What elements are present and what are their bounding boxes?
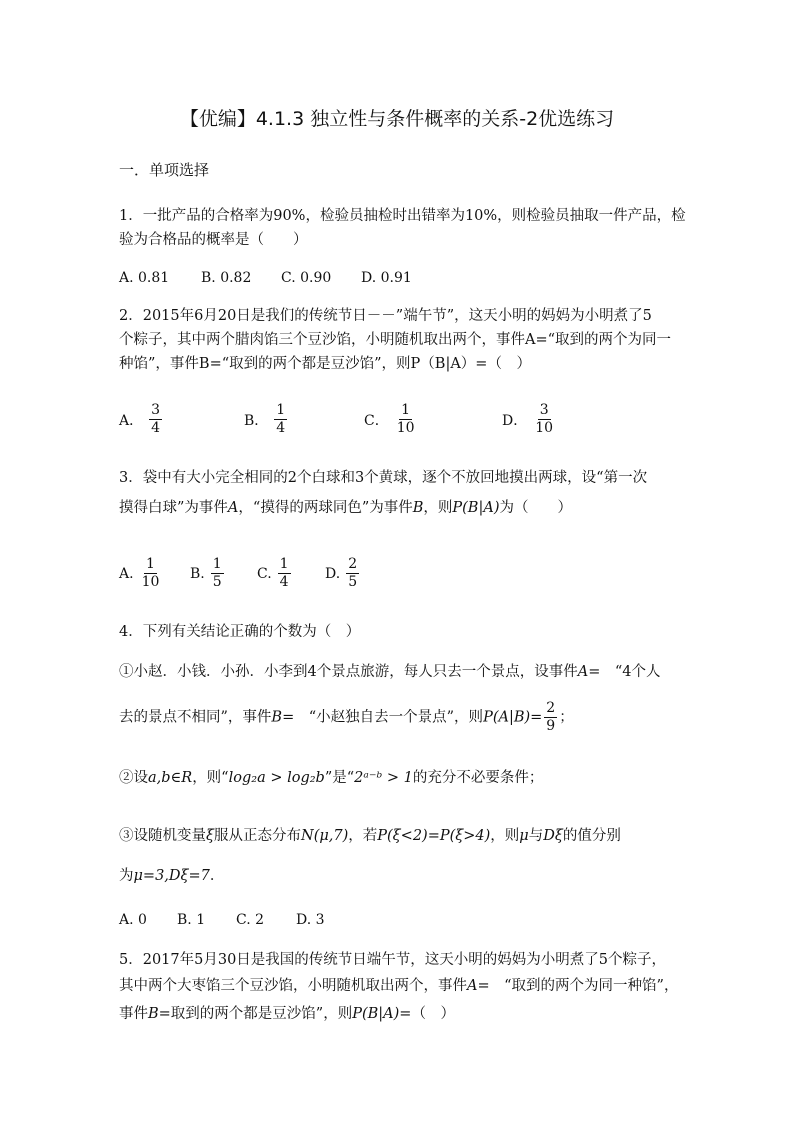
q4-statement3-line1	[119, 826, 699, 846]
q5-line2	[119, 976, 699, 996]
q4-s3-mu: μ	[519, 828, 529, 844]
q5-line2-text-b: = “取到的两个为同一种馅”，	[477, 978, 679, 994]
q4-s2-text-a: ②设	[119, 770, 148, 786]
q5-event-a: A	[467, 978, 478, 994]
q3-line2-text-c: ，则	[423, 500, 453, 516]
q2-option-a-numerator: 3	[151, 402, 161, 418]
q2-option-b-label: B．	[244, 412, 269, 429]
q5-line3	[119, 1004, 699, 1024]
q5-line3-text-c: （ ）	[411, 1006, 455, 1022]
q4-statement2	[119, 768, 699, 788]
q5-conditional-expr: P(B|A)=	[352, 1006, 412, 1022]
q4-option-a: A. 0	[119, 912, 147, 928]
q4-s1-event-a: A	[577, 664, 589, 680]
q4-s1-text-d: = “小赵独自去一个景点”，则	[282, 709, 484, 726]
q4-s1-fraction	[544, 700, 557, 735]
q4-s3-text-b: 服从正态分布	[214, 828, 301, 844]
q4-line1: 4．下列有关结论正确的个数为（ ）	[119, 624, 361, 640]
q3-option-b-fraction	[211, 556, 224, 591]
q3-option-b-denominator: 5	[212, 574, 222, 590]
q2-option-d	[502, 402, 555, 437]
q4-option-b: B. 1	[177, 912, 206, 928]
q1-option-a: A. 0.81	[119, 270, 170, 286]
q1-line1: 1．一批产品的合格率为90%，检验员抽检时出错率为10%，则检验员抽取一件产品，检	[119, 208, 686, 224]
q3-conditional-expr: P(B|A)	[452, 500, 500, 516]
q2-option-c-denominator: 10	[396, 420, 415, 436]
q2-option-a-fraction	[149, 402, 162, 437]
q4-s3-text-g: 为	[119, 868, 134, 884]
document-title: 【优编】4.1.3 独立性与条件概率的关系-2优选练习	[179, 108, 615, 130]
q2-line1: 2．2015年6月20日是我们的传统节日－－”端午节”，这天小明的妈妈为小明煮了5	[119, 308, 652, 324]
q2-option-c	[364, 402, 417, 437]
q4-option-d: D. 3	[296, 912, 325, 928]
q4-option-c: C. 2	[236, 912, 265, 928]
q4-statement1-line2	[119, 700, 699, 740]
q3-option-b-label: B.	[190, 565, 205, 582]
q3-event-a: A	[227, 500, 239, 516]
q2-line2: 个粽子，其中两个腊肉馅三个豆沙馅，小明随机取出两个，事件A=“取到的两个为同一	[119, 332, 672, 348]
q5-event-b: B	[148, 1006, 159, 1022]
q4-statement3-line2	[119, 866, 699, 886]
q1-line2: 验为合格品的概率是（ ）	[119, 232, 308, 248]
q4-s1-text-a: ①小赵．小钱．小孙．小李到4个景点旅游，每人只去一个景点，设事件	[119, 664, 578, 680]
q2-option-c-fraction	[395, 402, 417, 437]
q2-option-d-denominator: 10	[535, 420, 554, 436]
q3-option-b-numerator: 1	[212, 556, 222, 572]
q4-s3-text-c: ，若	[348, 828, 378, 844]
q2-option-a	[119, 402, 162, 437]
q4-s3-text-f: 的值分别	[562, 828, 621, 844]
q2-option-c-numerator: 1	[401, 402, 411, 418]
q2-option-b	[244, 402, 287, 437]
q3-line1: 3．袋中有大小完全相同的2个白球和3个黄球，逐个不放回地摸出两球，设“第一次	[119, 470, 648, 486]
q3-option-d	[325, 556, 359, 591]
q3-option-c-numerator: 1	[279, 556, 289, 572]
q4-s2-exp-expr: 2ᵃ⁻ᵇ > 1	[354, 770, 413, 786]
q4-s3-text-e: 与	[528, 828, 544, 844]
q3-option-a	[119, 556, 161, 591]
q4-statement1-line1	[119, 662, 699, 682]
q4-s1-fraction-numerator: 2	[546, 700, 556, 716]
q2-option-b-fraction	[274, 402, 287, 437]
q4-s2-log-expr: log₂a > log₂b	[228, 770, 325, 786]
q1-option-b: B. 0.82	[201, 270, 252, 286]
q2-option-b-numerator: 1	[276, 402, 286, 418]
q2-option-b-denominator: 4	[276, 420, 286, 436]
q4-s1-text-c: 去的景点不相同”，事件	[119, 709, 272, 726]
q4-s1-text-b: = “4个人	[588, 664, 661, 680]
q3-event-b: B	[412, 500, 424, 516]
q4-s3-answer-expr: μ=3,Dξ=7	[133, 868, 210, 884]
q3-option-d-numerator: 2	[348, 556, 358, 572]
q3-option-c-fraction	[278, 556, 291, 591]
q4-s3-distribution: N(μ,7)	[301, 828, 349, 844]
q3-line2-text-a: 摸得白球”为事件	[119, 500, 228, 516]
q4-s1-text-end: ；	[559, 709, 574, 726]
q5-line2-text-a: 其中两个大枣馅三个豆沙馅，小明随机取出两个，事件	[119, 978, 467, 994]
q2-option-a-denominator: 4	[151, 420, 161, 436]
q4-s3-condition: P(ξ<2)=P(ξ>4)	[377, 828, 491, 844]
q1-option-d: D. 0.91	[361, 270, 412, 286]
q5-line1: 5．2017年5月30日是我国的传统节日端午节，这天小明的妈妈为小明煮了5个粽子，	[119, 952, 667, 968]
q3-line2-text-b: ，“摸得的两球同色”为事件	[238, 500, 413, 516]
q5-line3-text-b: =取到的两个都是豆沙馅”，则	[158, 1006, 353, 1022]
q4-s2-text-b: ，则“	[192, 770, 229, 786]
q4-s1-event-b: B	[271, 709, 283, 726]
q4-s2-text-d: 的充分不必要条件；	[412, 770, 544, 786]
section-heading: 一．单项选择	[119, 161, 210, 179]
q3-option-a-label: A.	[119, 565, 134, 582]
q3-option-b	[190, 556, 224, 591]
q2-option-c-label: C．	[364, 412, 389, 429]
q4-s3-text-h: ．	[209, 868, 225, 884]
q3-option-d-denominator: 5	[348, 574, 358, 590]
q2-option-d-numerator: 3	[539, 402, 549, 418]
q4-s2-text-c: ”是“	[324, 770, 355, 786]
q3-option-a-denominator: 10	[141, 574, 160, 590]
q5-line3-text-a: 事件	[119, 1006, 148, 1022]
q3-option-c-label: C.	[257, 565, 272, 582]
q4-s3-dxi: Dξ	[543, 828, 563, 844]
q3-option-d-label: D.	[325, 565, 341, 582]
q3-line2-text-d: 为（ ）	[499, 500, 572, 516]
q4-s1-conditional-expr: P(A|B)=	[483, 709, 543, 726]
q3-option-a-fraction	[140, 556, 162, 591]
q4-s1-fraction-denominator: 9	[546, 718, 556, 734]
q3-option-c-denominator: 4	[279, 574, 289, 590]
q2-option-a-label: A．	[119, 412, 144, 429]
q3-option-c	[257, 556, 291, 591]
q3-line2	[119, 498, 699, 518]
q1-option-c: C. 0.90	[281, 270, 332, 286]
q3-option-a-numerator: 1	[146, 556, 155, 572]
q3-option-d-fraction	[346, 556, 359, 591]
q2-option-d-fraction	[533, 402, 555, 437]
q4-s2-vars: a,b∈R	[148, 770, 193, 786]
q4-s3-text-a: ③设随机变量	[119, 828, 206, 844]
q4-s3-xi: ξ	[206, 828, 214, 844]
q2-line3: 种馅”，事件B=“取到的两个都是豆沙馅”，则P（B|A）=（ ）	[119, 356, 531, 372]
q2-option-d-label: D．	[502, 412, 528, 429]
q4-s3-text-d: ，则	[490, 828, 520, 844]
